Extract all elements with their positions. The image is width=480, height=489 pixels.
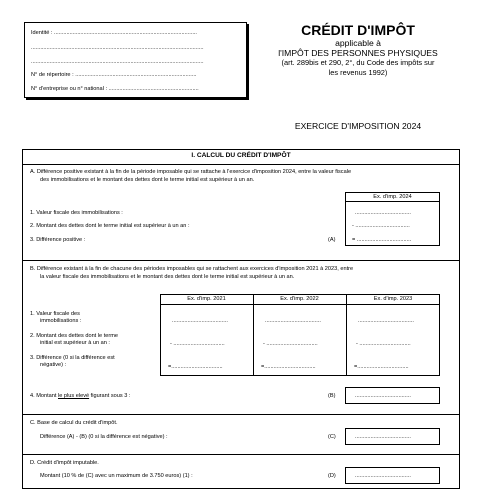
b-row-1-label-a: 1. Valeur fiscale des bbox=[30, 311, 80, 317]
part-b-intro-2: la valeur fiscale des immobilisations et le montant des dettes dont le terme initial est supérieur à un an. bbox=[40, 274, 295, 280]
b-2022-value-3[interactable]: =................................. bbox=[261, 364, 316, 370]
code-d: (D) bbox=[328, 473, 336, 479]
col-2024-header: Ex. d'imp. 2024 bbox=[345, 192, 440, 202]
b-row-1-label-b: immobilisations : bbox=[40, 318, 82, 324]
b-2022-value-1[interactable]: .................................... bbox=[265, 318, 321, 324]
entreprise-field[interactable]: N° d’entreprise ou n° national : .......................................................... bbox=[31, 86, 199, 92]
b-col-2021: Ex. d'imp. 2021 bbox=[187, 296, 226, 302]
a-value-2[interactable]: - ................................... bbox=[352, 223, 410, 229]
b-2021-value-1[interactable]: .................................... bbox=[172, 318, 228, 324]
b-2021-value-3[interactable]: =................................. bbox=[168, 364, 223, 370]
b-col-2023: Ex. d'imp. 2023 bbox=[373, 296, 413, 302]
b-2022-value-2[interactable]: - ................................. bbox=[263, 341, 318, 347]
part-d-title: D. Crédit d'impôt imputable. bbox=[30, 460, 99, 466]
repertoire-field[interactable]: N° de répertoire : .............................................................................. bbox=[31, 72, 197, 78]
b-2023-value-1[interactable]: .................................... bbox=[358, 318, 414, 324]
a-value-3[interactable]: = ................................... bbox=[352, 237, 412, 243]
b-2021-value-2[interactable]: - ................................. bbox=[170, 341, 225, 347]
part-a-intro-2: des immobilisations et le montant des dettes dont le terme initial est supérieur à un an. bbox=[40, 177, 255, 183]
identite-line-2[interactable]: ............................................................................................................... bbox=[31, 45, 204, 51]
exercice-label: EXERCICE D'IMPOSITION 2024 bbox=[294, 121, 422, 131]
b-row-2-label-b: initial est supérieur à un an : bbox=[40, 340, 110, 346]
code-b: (B) bbox=[328, 393, 336, 399]
b-row-3-label-a: 3. Différence (0 si la différence est bbox=[30, 355, 115, 361]
part-c-label: Différence (A) - (B) (0 si la différence est négative) : bbox=[40, 434, 168, 440]
a-row-1-label: 1. Valeur fiscale des immobilisations : bbox=[30, 210, 123, 216]
part-c-title: C. Base de calcul du crédit d'impôt. bbox=[30, 420, 118, 426]
identite-field[interactable]: Identité : ............................................................................................ bbox=[31, 30, 197, 36]
part-a-intro-1: A. Différence positive existant à la fin de la période imposable qui se rattache à l'exercice d'imposition 2024, entre la valeur fiscale bbox=[30, 169, 352, 175]
title-line-2: l'IMPÔT DES PERSONNES PHYSIQUES bbox=[278, 48, 438, 58]
b-row-3-label-b: négative) : bbox=[40, 362, 67, 368]
a-row-3-label: 3. Différence positive : bbox=[30, 237, 86, 243]
b-2023-value-3[interactable]: =................................. bbox=[354, 364, 409, 370]
title-line-1: applicable à bbox=[335, 38, 381, 48]
code-c: (C) bbox=[328, 434, 336, 440]
b-row-2-label-a: 2. Montant des dettes dont le terme bbox=[30, 333, 118, 339]
b-value-4[interactable]: .................................... bbox=[355, 393, 411, 399]
title-line-3: (art. 289bis et 290, 2°, du Code des impôts sur bbox=[281, 58, 435, 67]
b-row-4-label: 4. Montant le plus elevé figurant sous 3 : bbox=[30, 393, 131, 399]
b-2023-value-2[interactable]: - ................................. bbox=[356, 341, 411, 347]
a-value-1[interactable]: .................................... bbox=[355, 210, 411, 216]
d-value[interactable]: .................................... bbox=[355, 473, 411, 479]
code-a: (A) bbox=[328, 237, 336, 243]
c-value[interactable]: .................................... bbox=[355, 434, 411, 440]
form-title: CRÉDIT D'IMPÔT bbox=[301, 22, 415, 38]
a-row-2-label: 2. Montant des dettes dont le terme initial est supérieur à un an : bbox=[30, 223, 190, 229]
b-col-2022: Ex. d'imp. 2022 bbox=[280, 296, 319, 302]
title-line-4: les revenus 1992) bbox=[328, 67, 388, 77]
section-title: I. CALCUL DU CRÉDIT D'IMPÔT bbox=[191, 152, 291, 159]
part-d-label: Montant (10 % de (C) avec un maximum de 3.750 euros) (1) : bbox=[40, 473, 193, 479]
identite-line-3[interactable]: ............................................................................................................... bbox=[31, 59, 204, 65]
part-b-intro-1: B. Différence existant à la fin de chacune des périodes imposables qui se rattachent aux exercices d'imposition 2021 à 2023, entre bbox=[30, 266, 354, 272]
